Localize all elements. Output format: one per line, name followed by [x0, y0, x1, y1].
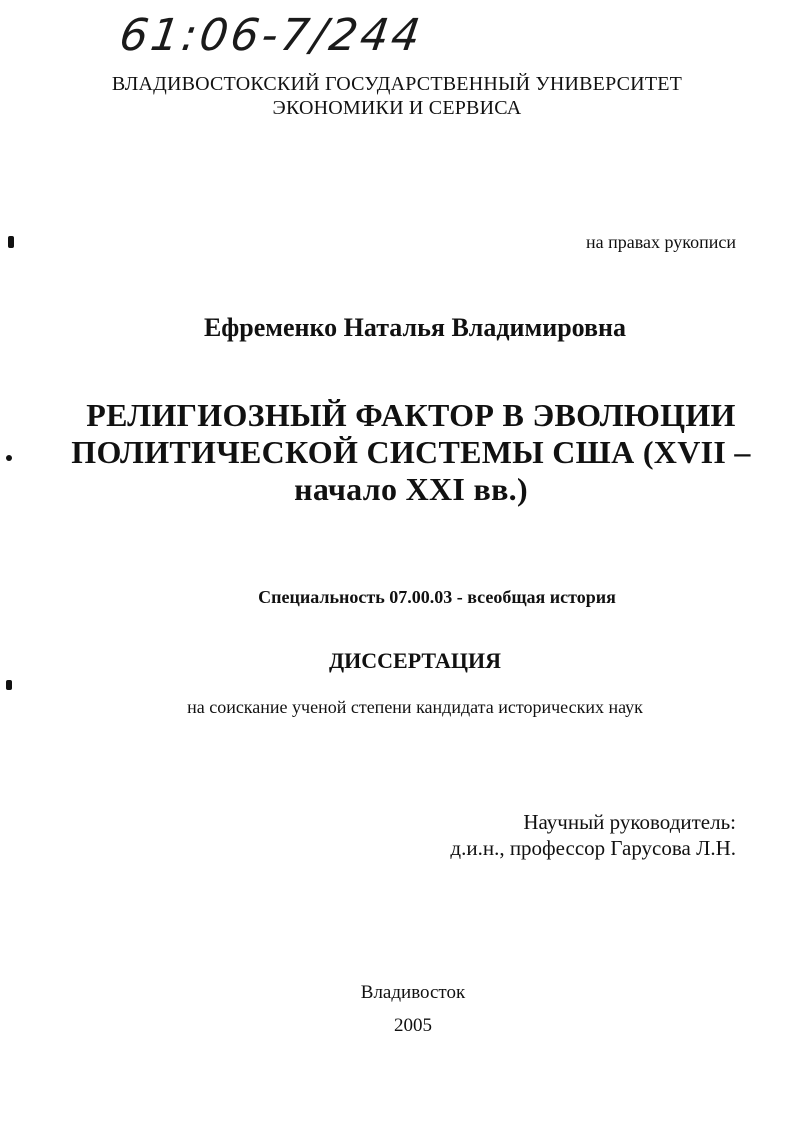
- manuscript-note: на правах рукописи: [586, 232, 736, 252]
- scan-mark: [6, 680, 12, 690]
- author-name: Ефременко Наталья Владимировна: [203, 313, 627, 342]
- title-line-1: РЕЛИГИОЗНЫЙ ФАКТОР В ЭВОЛЮЦИИ: [86, 397, 736, 433]
- title-line-2: ПОЛИТИЧЕСКОЙ СИСТЕМЫ США (XVII –: [71, 434, 751, 470]
- advisor-name: д.и.н., профессор Гарусова Л.Н.: [450, 836, 736, 860]
- scan-mark: [6, 455, 12, 461]
- document-type: ДИССЕРТАЦИЯ: [329, 648, 501, 673]
- specialty: Специальность 07.00.03 - всеобщая история: [258, 587, 616, 607]
- university-name-line-1: ВЛАДИВОСТОКСКИЙ ГОСУДАРСТВЕННЫЙ УНИВЕРСИТЕТ: [111, 73, 683, 95]
- handwritten-archive-code: 61:06-7/244: [116, 10, 427, 61]
- year: 2005: [394, 1015, 432, 1036]
- advisor-label: Научный руководитель:: [523, 810, 736, 834]
- city: Владивосток: [360, 982, 466, 1003]
- degree-description: на соискание ученой степени кандидата исторических наук: [187, 697, 643, 717]
- title-line-3: начало XXI вв.): [294, 471, 528, 507]
- university-name-line-2: ЭКОНОМИКИ И СЕРВИСА: [272, 97, 522, 119]
- scan-mark: [8, 236, 14, 248]
